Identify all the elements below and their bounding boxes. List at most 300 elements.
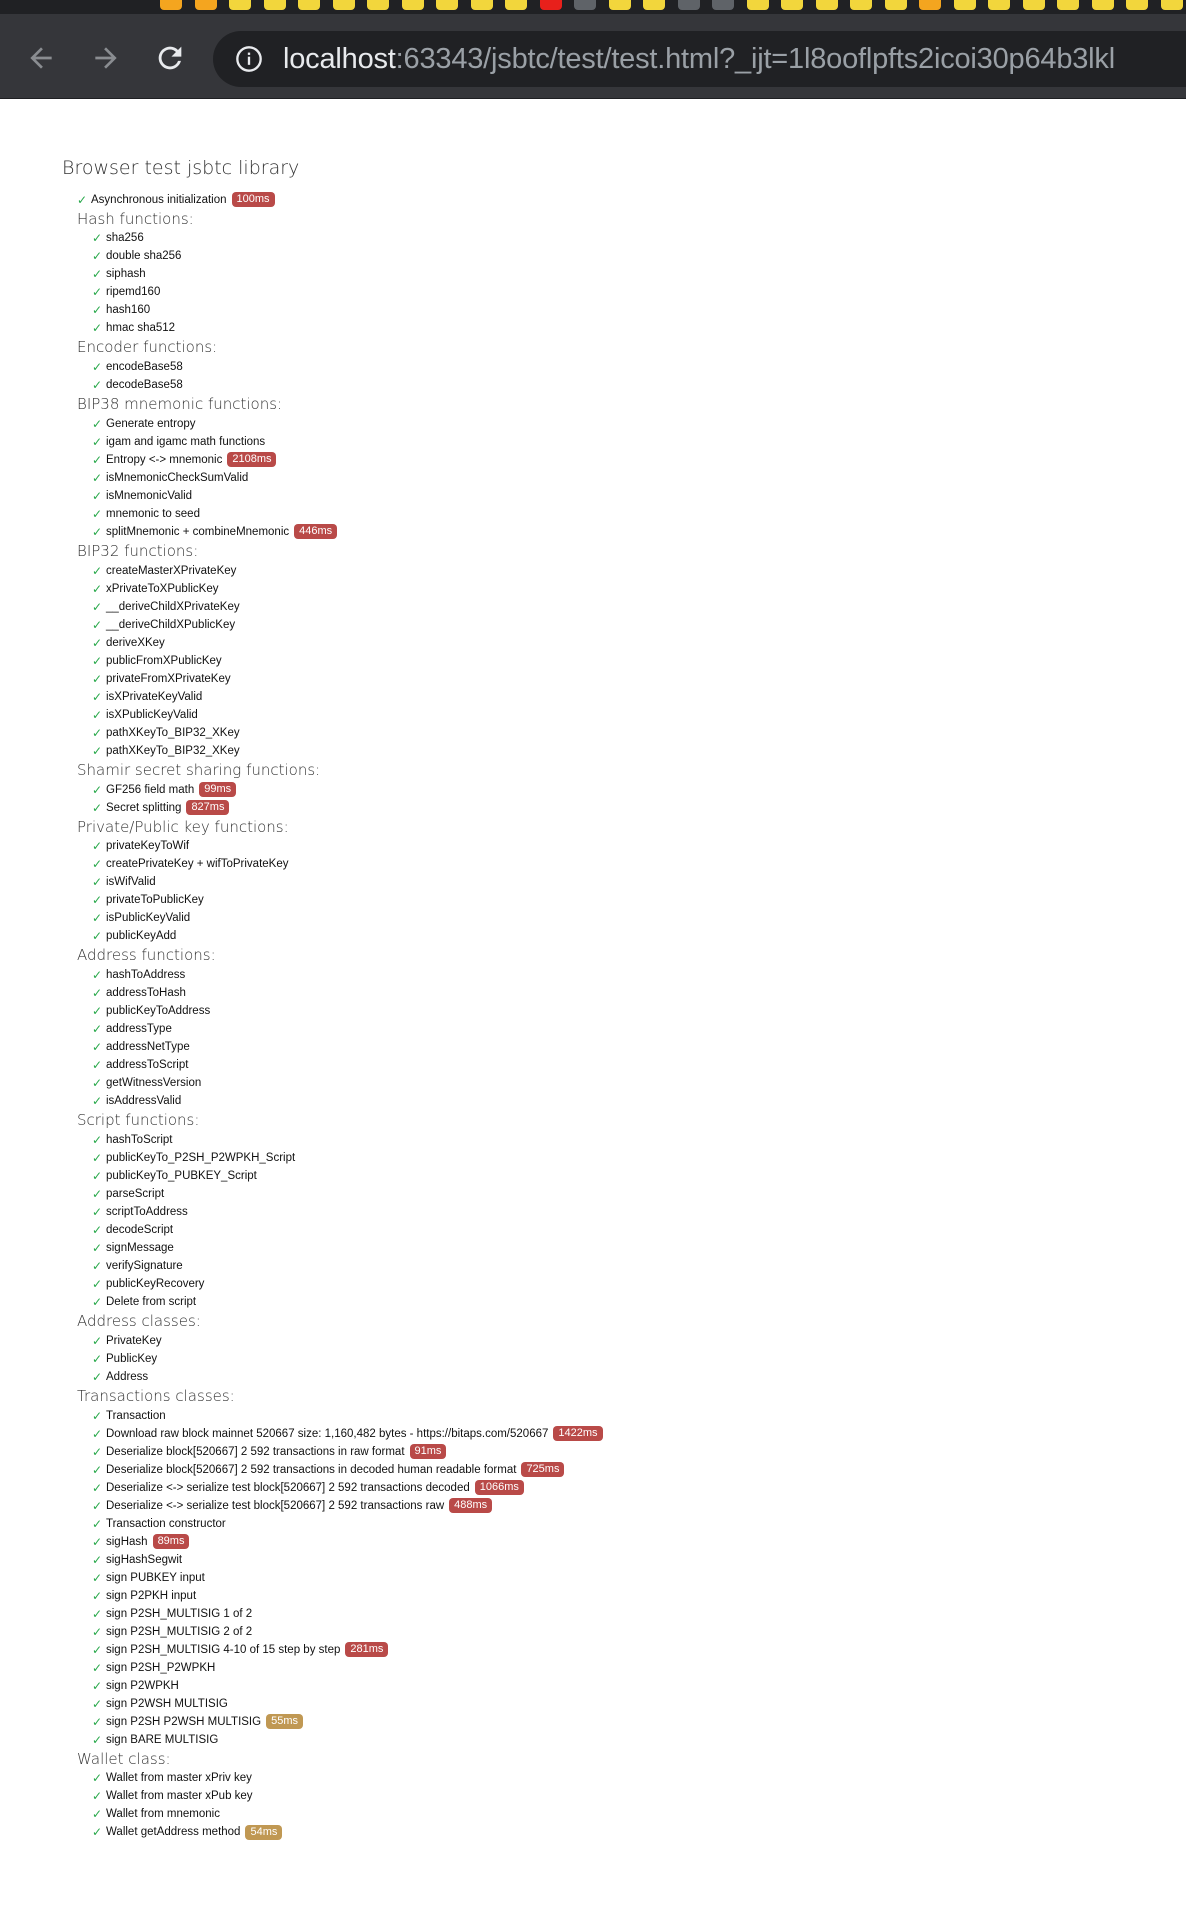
test-label: createPrivateKey + wifToPrivateKey bbox=[106, 858, 289, 871]
test-item[interactable] bbox=[92, 1407, 166, 1425]
test-label: Wallet from master xPub key bbox=[106, 1790, 253, 1803]
test-item[interactable] bbox=[92, 1605, 252, 1623]
test-label: parseScript bbox=[106, 1187, 165, 1200]
tab-favicon-icon[interactable] bbox=[781, 0, 803, 10]
check-icon: ✓ bbox=[92, 452, 103, 467]
page-content bbox=[0, 99, 1186, 1910]
check-icon: ✓ bbox=[92, 1004, 103, 1019]
check-icon: ✓ bbox=[92, 249, 103, 264]
test-label: isPublicKeyValid bbox=[106, 912, 191, 925]
test-item[interactable] bbox=[92, 1497, 492, 1515]
test-label: ripemd160 bbox=[106, 286, 161, 299]
test-label: privateFromXPrivateKey bbox=[106, 672, 231, 685]
test-item[interactable] bbox=[92, 415, 196, 433]
test-item[interactable] bbox=[92, 1659, 215, 1677]
tab-strip bbox=[0, 0, 1186, 14]
test-item[interactable] bbox=[92, 1769, 252, 1787]
check-icon: ✓ bbox=[92, 524, 103, 539]
section-title: Hash functions: bbox=[77, 209, 194, 228]
test-label: isXPublicKeyValid bbox=[106, 708, 198, 721]
test-item[interactable] bbox=[92, 469, 248, 487]
tab-favicon-icon[interactable] bbox=[747, 0, 769, 10]
check-icon: ✓ bbox=[92, 857, 103, 872]
tab-favicon-icon[interactable] bbox=[609, 0, 631, 10]
test-label: privateToPublicKey bbox=[106, 894, 204, 907]
section-title: BIP38 mnemonic functions: bbox=[77, 395, 283, 414]
check-icon: ✓ bbox=[92, 303, 103, 318]
test-item[interactable] bbox=[92, 1551, 182, 1569]
check-icon: ✓ bbox=[92, 725, 103, 740]
tab-favicon-icon[interactable] bbox=[229, 0, 251, 10]
check-icon: ✓ bbox=[92, 1094, 103, 1109]
test-item[interactable] bbox=[92, 1092, 181, 1110]
check-icon: ✓ bbox=[92, 1642, 103, 1657]
test-item[interactable] bbox=[92, 1002, 210, 1020]
test-item[interactable] bbox=[92, 1332, 162, 1350]
tab-favicon-icon[interactable] bbox=[988, 0, 1010, 10]
tab-favicon-icon[interactable] bbox=[402, 0, 424, 10]
check-icon: ✓ bbox=[92, 1807, 103, 1822]
check-icon: ✓ bbox=[92, 1696, 103, 1711]
test-label: xPrivateToXPublicKey bbox=[106, 582, 219, 595]
check-icon: ✓ bbox=[92, 893, 103, 908]
check-icon: ✓ bbox=[92, 1022, 103, 1037]
test-item[interactable] bbox=[92, 1677, 179, 1695]
test-item[interactable] bbox=[92, 873, 156, 891]
check-icon: ✓ bbox=[92, 617, 103, 632]
address-bar[interactable] bbox=[213, 31, 1186, 87]
check-icon: ✓ bbox=[92, 1789, 103, 1804]
test-item[interactable] bbox=[92, 1623, 252, 1641]
test-label: Address bbox=[106, 1370, 149, 1383]
test-item[interactable] bbox=[92, 1239, 174, 1257]
duration-badge: 725ms bbox=[521, 1462, 564, 1477]
test-item[interactable] bbox=[92, 909, 190, 927]
check-icon: ✓ bbox=[92, 1444, 103, 1459]
duration-badge: 281ms bbox=[345, 1642, 388, 1657]
test-label: decodeScript bbox=[106, 1223, 174, 1236]
duration-badge: 91ms bbox=[410, 1444, 447, 1459]
test-item[interactable] bbox=[92, 1038, 190, 1056]
test-item[interactable] bbox=[92, 742, 240, 760]
test-label: sign PUBKEY input bbox=[106, 1571, 205, 1584]
test-label: Deserialize <-> serialize test block[520667] 2 592 transactions decoded bbox=[106, 1481, 470, 1494]
test-label: encodeBase58 bbox=[106, 361, 183, 374]
test-label: isMnemonicValid bbox=[106, 489, 193, 502]
test-label: sigHash bbox=[106, 1535, 148, 1548]
check-icon: ✓ bbox=[92, 416, 103, 431]
test-label: scriptToAddress bbox=[106, 1205, 188, 1218]
duration-badge: 55ms bbox=[266, 1714, 303, 1729]
check-icon: ✓ bbox=[92, 1276, 103, 1291]
test-label: Transaction constructor bbox=[106, 1517, 226, 1530]
check-icon: ✓ bbox=[92, 1624, 103, 1639]
check-icon: ✓ bbox=[92, 1258, 103, 1273]
check-icon: ✓ bbox=[92, 1606, 103, 1621]
test-item[interactable] bbox=[92, 1823, 282, 1841]
test-label: siphash bbox=[106, 268, 146, 281]
test-label: Deserialize <-> serialize test block[520667] 2 592 transactions raw bbox=[106, 1499, 445, 1512]
test-item[interactable] bbox=[92, 301, 150, 319]
check-icon: ✓ bbox=[92, 911, 103, 926]
check-icon: ✓ bbox=[92, 1150, 103, 1165]
test-label: Delete from script bbox=[106, 1295, 197, 1308]
tab-favicon-icon[interactable] bbox=[574, 0, 596, 10]
test-item[interactable] bbox=[92, 523, 337, 541]
check-icon: ✓ bbox=[92, 1498, 103, 1513]
check-icon: ✓ bbox=[92, 782, 103, 797]
url-host: localhost bbox=[283, 43, 396, 75]
test-item[interactable] bbox=[92, 1479, 524, 1497]
check-icon: ✓ bbox=[92, 929, 103, 944]
check-icon: ✓ bbox=[92, 635, 103, 650]
check-icon: ✓ bbox=[92, 360, 103, 375]
tab-favicon-icon[interactable] bbox=[643, 0, 665, 10]
check-icon: ✓ bbox=[92, 1040, 103, 1055]
test-item[interactable] bbox=[92, 1221, 173, 1239]
test-item[interactable] bbox=[92, 837, 189, 855]
test-label: hashToScript bbox=[106, 1133, 173, 1146]
test-item[interactable] bbox=[92, 1425, 603, 1443]
test-item[interactable] bbox=[92, 855, 288, 873]
duration-badge: 100ms bbox=[232, 192, 275, 207]
check-icon: ✓ bbox=[92, 1369, 103, 1384]
test-label: sigHashSegwit bbox=[106, 1553, 183, 1566]
test-label: __deriveChildXPrivateKey bbox=[106, 600, 240, 613]
test-label: isAddressValid bbox=[106, 1095, 182, 1108]
arrow-left-icon bbox=[25, 42, 57, 74]
test-item[interactable] bbox=[92, 1569, 205, 1587]
test-label: sign P2SH_MULTISIG 4-10 of 15 step by step bbox=[106, 1643, 341, 1656]
test-item[interactable] bbox=[92, 505, 200, 523]
check-icon: ✓ bbox=[92, 707, 103, 722]
url-path: :63343/jsbtc/test/test.html?_ijt=1l8ooflpfts2icoi30p64b3lkl bbox=[395, 43, 1115, 75]
check-icon: ✓ bbox=[92, 1204, 103, 1219]
test-label: publicKeyTo_P2SH_P2WPKH_Script bbox=[106, 1151, 296, 1164]
test-item[interactable] bbox=[92, 1350, 157, 1368]
check-icon: ✓ bbox=[92, 1588, 103, 1603]
tab-favicon-icon[interactable] bbox=[1161, 0, 1183, 10]
test-item[interactable] bbox=[92, 283, 160, 301]
test-label: hashToAddress bbox=[106, 969, 186, 982]
test-label: Entropy <-> mnemonic bbox=[106, 453, 223, 466]
tab-favicon-icon[interactable] bbox=[160, 0, 182, 10]
check-icon: ✓ bbox=[92, 1222, 103, 1237]
info-icon[interactable] bbox=[235, 45, 263, 73]
duration-badge: 54ms bbox=[245, 1825, 282, 1840]
test-label: Generate entropy bbox=[106, 417, 196, 430]
test-item[interactable] bbox=[92, 688, 202, 706]
check-icon: ✓ bbox=[92, 1240, 103, 1255]
test-item[interactable] bbox=[92, 598, 240, 616]
check-icon: ✓ bbox=[92, 1534, 103, 1549]
tab-favicon-icon[interactable] bbox=[954, 0, 976, 10]
check-icon: ✓ bbox=[92, 488, 103, 503]
section-title: Shamir secret sharing functions: bbox=[77, 760, 321, 779]
test-item[interactable] bbox=[92, 1131, 172, 1149]
duration-badge: 827ms bbox=[186, 800, 229, 815]
tab-favicon-icon[interactable] bbox=[264, 0, 286, 10]
duration-badge: 446ms bbox=[294, 524, 337, 539]
test-label: Wallet from master xPriv key bbox=[106, 1772, 252, 1785]
section-title: Private/Public key functions: bbox=[77, 817, 289, 836]
tab-favicon-icon[interactable] bbox=[1126, 0, 1148, 10]
check-icon: ✓ bbox=[92, 563, 103, 578]
test-label: Download raw block mainnet 520667 size: 1,160,482 bytes - https://bitaps.com/520667 bbox=[106, 1427, 549, 1440]
test-item[interactable] bbox=[92, 1713, 303, 1731]
test-item[interactable] bbox=[92, 358, 183, 376]
duration-badge: 89ms bbox=[153, 1534, 190, 1549]
test-item[interactable] bbox=[92, 1461, 564, 1479]
test-label: deriveXKey bbox=[106, 636, 165, 649]
tab-favicon-icon[interactable] bbox=[850, 0, 872, 10]
test-label: publicKeyAdd bbox=[106, 930, 177, 943]
check-icon: ✓ bbox=[92, 231, 103, 246]
test-label: decodeBase58 bbox=[106, 379, 183, 392]
test-item[interactable] bbox=[92, 1695, 228, 1713]
test-item[interactable] bbox=[92, 580, 219, 598]
tab-favicon-icon[interactable] bbox=[885, 0, 907, 10]
check-icon: ✓ bbox=[92, 1516, 103, 1531]
test-label: sign P2SH_MULTISIG 1 of 2 bbox=[106, 1607, 253, 1620]
test-label: Secret splitting bbox=[106, 801, 182, 814]
test-label: Wallet from mnemonic bbox=[106, 1808, 220, 1821]
test-label: getWitnessVersion bbox=[106, 1077, 202, 1090]
test-item[interactable] bbox=[92, 229, 144, 247]
check-icon: ✓ bbox=[92, 968, 103, 983]
test-label: createMasterXPrivateKey bbox=[106, 564, 237, 577]
test-label: isXPrivateKeyValid bbox=[106, 690, 203, 703]
test-label: Wallet getAddress method bbox=[106, 1826, 241, 1839]
check-icon: ✓ bbox=[92, 1408, 103, 1423]
check-icon: ✓ bbox=[92, 1480, 103, 1495]
check-icon: ✓ bbox=[92, 1825, 103, 1840]
duration-badge: 1066ms bbox=[475, 1480, 524, 1495]
test-label: sign P2WSH MULTISIG bbox=[106, 1697, 228, 1710]
duration-badge: 1422ms bbox=[553, 1426, 602, 1441]
check-icon: ✓ bbox=[92, 1570, 103, 1585]
forward-button[interactable] bbox=[88, 40, 124, 76]
test-label: publicKeyRecovery bbox=[106, 1277, 205, 1290]
test-item[interactable] bbox=[92, 966, 185, 984]
test-item[interactable] bbox=[92, 1293, 196, 1311]
test-item[interactable] bbox=[92, 652, 222, 670]
test-item[interactable] bbox=[92, 1056, 188, 1074]
check-icon: ✓ bbox=[92, 1714, 103, 1729]
browser-toolbar bbox=[0, 14, 1186, 99]
test-label: PublicKey bbox=[106, 1352, 158, 1365]
check-icon: ✓ bbox=[92, 1132, 103, 1147]
test-label: publicKeyTo_PUBKEY_Script bbox=[106, 1169, 257, 1182]
check-icon: ✓ bbox=[92, 1168, 103, 1183]
check-icon: ✓ bbox=[92, 1333, 103, 1348]
test-label: publicKeyToAddress bbox=[106, 1005, 211, 1018]
test-item[interactable] bbox=[92, 781, 236, 799]
test-item[interactable] bbox=[92, 1443, 446, 1461]
test-item[interactable] bbox=[92, 319, 175, 337]
test-label: addressNetType bbox=[106, 1041, 190, 1054]
test-label: sign BARE MULTISIG bbox=[106, 1733, 219, 1746]
section-title: Address functions: bbox=[77, 946, 216, 965]
test-label: addressToHash bbox=[106, 987, 186, 1000]
tab-favicon-icon[interactable] bbox=[367, 0, 389, 10]
check-icon: ✓ bbox=[92, 1552, 103, 1567]
check-icon: ✓ bbox=[92, 506, 103, 521]
test-label: sha256 bbox=[106, 232, 144, 245]
section-title: Script functions: bbox=[77, 1111, 200, 1130]
test-item[interactable] bbox=[92, 1368, 148, 1386]
test-label: addressType bbox=[106, 1023, 172, 1036]
test-item[interactable] bbox=[92, 1731, 218, 1749]
test-label: pathXKeyTo_BIP32_XKey bbox=[106, 726, 240, 739]
tab-favicon-icon[interactable] bbox=[505, 0, 527, 10]
test-label: GF256 field math bbox=[106, 783, 195, 796]
test-item[interactable] bbox=[92, 616, 235, 634]
check-icon: ✓ bbox=[77, 192, 88, 207]
duration-badge: 488ms bbox=[449, 1498, 492, 1513]
check-icon: ✓ bbox=[92, 1076, 103, 1091]
test-label: sign P2PKH input bbox=[106, 1589, 197, 1602]
section-title: Wallet class: bbox=[77, 1749, 171, 1768]
test-item[interactable] bbox=[92, 670, 231, 688]
test-item[interactable] bbox=[92, 1257, 183, 1275]
tab-favicon-icon[interactable] bbox=[1092, 0, 1114, 10]
check-icon: ✓ bbox=[92, 285, 103, 300]
test-item[interactable] bbox=[92, 247, 181, 265]
check-icon: ✓ bbox=[92, 1732, 103, 1747]
test-item[interactable] bbox=[92, 1787, 253, 1805]
tab-favicon-icon[interactable] bbox=[1023, 0, 1045, 10]
reload-icon bbox=[153, 41, 187, 75]
test-item[interactable] bbox=[92, 1020, 172, 1038]
tab-favicon-icon[interactable] bbox=[678, 0, 700, 10]
tab-favicon-icon[interactable] bbox=[333, 0, 355, 10]
test-label: sign P2SH_MULTISIG 2 of 2 bbox=[106, 1625, 253, 1638]
test-label: PrivateKey bbox=[106, 1334, 162, 1347]
test-item[interactable] bbox=[92, 634, 165, 652]
tab-favicon-icon[interactable] bbox=[195, 0, 217, 10]
test-label: signMessage bbox=[106, 1241, 174, 1254]
check-icon: ✓ bbox=[92, 1426, 103, 1441]
check-icon: ✓ bbox=[92, 839, 103, 854]
test-item[interactable] bbox=[92, 376, 183, 394]
check-icon: ✓ bbox=[92, 653, 103, 668]
check-icon: ✓ bbox=[92, 1294, 103, 1309]
test-item[interactable] bbox=[92, 451, 276, 469]
tab-favicon-icon[interactable] bbox=[712, 0, 734, 10]
tab-favicon-icon[interactable] bbox=[436, 0, 458, 10]
test-item[interactable] bbox=[92, 1587, 196, 1605]
test-item[interactable] bbox=[92, 799, 229, 817]
test-label: Transaction bbox=[106, 1409, 166, 1422]
test-label: publicFromXPublicKey bbox=[106, 654, 222, 667]
test-item[interactable] bbox=[92, 1074, 201, 1092]
test-label: Deserialize block[520667] 2 592 transactions in raw format bbox=[106, 1445, 405, 1458]
test-label: splitMnemonic + combineMnemonic bbox=[106, 525, 290, 538]
test-label: isWifValid bbox=[106, 876, 156, 889]
check-icon: ✓ bbox=[92, 1351, 103, 1366]
test-label: igam and igamc math functions bbox=[106, 435, 266, 448]
check-icon: ✓ bbox=[92, 986, 103, 1001]
test-item[interactable] bbox=[92, 927, 176, 945]
tab-favicon-icon[interactable] bbox=[540, 0, 562, 10]
test-item[interactable] bbox=[92, 1149, 295, 1167]
test-item[interactable] bbox=[92, 1515, 226, 1533]
check-icon: ✓ bbox=[92, 671, 103, 686]
check-icon: ✓ bbox=[92, 321, 103, 336]
tab-favicon-icon[interactable] bbox=[298, 0, 320, 10]
test-item[interactable] bbox=[92, 984, 186, 1002]
test-label: double sha256 bbox=[106, 250, 182, 263]
test-item[interactable] bbox=[92, 562, 236, 580]
test-label: Deserialize block[520667] 2 592 transactions in decoded human readable format bbox=[106, 1463, 517, 1476]
check-icon: ✓ bbox=[92, 599, 103, 614]
section-title: Encoder functions: bbox=[77, 338, 218, 357]
test-item[interactable] bbox=[92, 1203, 188, 1221]
test-label: sign P2WPKH bbox=[106, 1679, 179, 1692]
test-item[interactable] bbox=[92, 1805, 220, 1823]
section-title: Transactions classes: bbox=[77, 1386, 235, 1405]
check-icon: ✓ bbox=[92, 800, 103, 815]
check-icon: ✓ bbox=[92, 1186, 103, 1201]
tab-favicon-icon[interactable] bbox=[471, 0, 493, 10]
tab-favicon-icon[interactable] bbox=[816, 0, 838, 10]
check-icon: ✓ bbox=[92, 1678, 103, 1693]
arrow-right-icon bbox=[90, 42, 122, 74]
test-label: Asynchronous initialization bbox=[91, 193, 227, 206]
section-title: BIP32 functions: bbox=[77, 541, 199, 560]
duration-badge: 99ms bbox=[199, 782, 236, 797]
test-item[interactable] bbox=[92, 433, 265, 451]
check-icon: ✓ bbox=[92, 1660, 103, 1675]
test-item[interactable] bbox=[92, 487, 192, 505]
check-icon: ✓ bbox=[92, 689, 103, 704]
back-button[interactable] bbox=[23, 40, 59, 76]
test-item[interactable] bbox=[92, 265, 146, 283]
duration-badge: 2108ms bbox=[227, 452, 276, 467]
test-label: hmac sha512 bbox=[106, 322, 176, 335]
test-item[interactable] bbox=[92, 724, 240, 742]
page-title: Browser test jsbtc library bbox=[62, 157, 300, 179]
check-icon: ✓ bbox=[92, 434, 103, 449]
tab-favicon-icon[interactable] bbox=[919, 0, 941, 10]
test-label: hash160 bbox=[106, 304, 151, 317]
check-icon: ✓ bbox=[92, 1462, 103, 1477]
test-label: sign P2SH P2WSH MULTISIG bbox=[106, 1715, 262, 1728]
test-item[interactable] bbox=[92, 706, 198, 724]
test-item[interactable] bbox=[92, 1185, 164, 1203]
test-label: isMnemonicCheckSumValid bbox=[106, 471, 249, 484]
test-item[interactable] bbox=[92, 1641, 388, 1659]
check-icon: ✓ bbox=[92, 378, 103, 393]
test-label: addressToScript bbox=[106, 1059, 189, 1072]
check-icon: ✓ bbox=[92, 470, 103, 485]
test-item[interactable] bbox=[92, 1275, 204, 1293]
url-text[interactable] bbox=[283, 42, 1115, 76]
tab-favicon-icon[interactable] bbox=[1057, 0, 1079, 10]
test-label: mnemonic to seed bbox=[106, 507, 200, 520]
section-title: Address classes: bbox=[77, 1311, 201, 1330]
check-icon: ✓ bbox=[92, 1771, 103, 1786]
test-label: sign P2SH_P2WPKH bbox=[106, 1661, 216, 1674]
check-icon: ✓ bbox=[92, 267, 103, 282]
test-item[interactable] bbox=[92, 1167, 257, 1185]
test-item[interactable] bbox=[92, 1533, 189, 1551]
reload-button[interactable] bbox=[152, 40, 188, 76]
test-label: verifySignature bbox=[106, 1259, 183, 1272]
test-item[interactable] bbox=[77, 191, 275, 209]
test-item[interactable] bbox=[92, 891, 204, 909]
